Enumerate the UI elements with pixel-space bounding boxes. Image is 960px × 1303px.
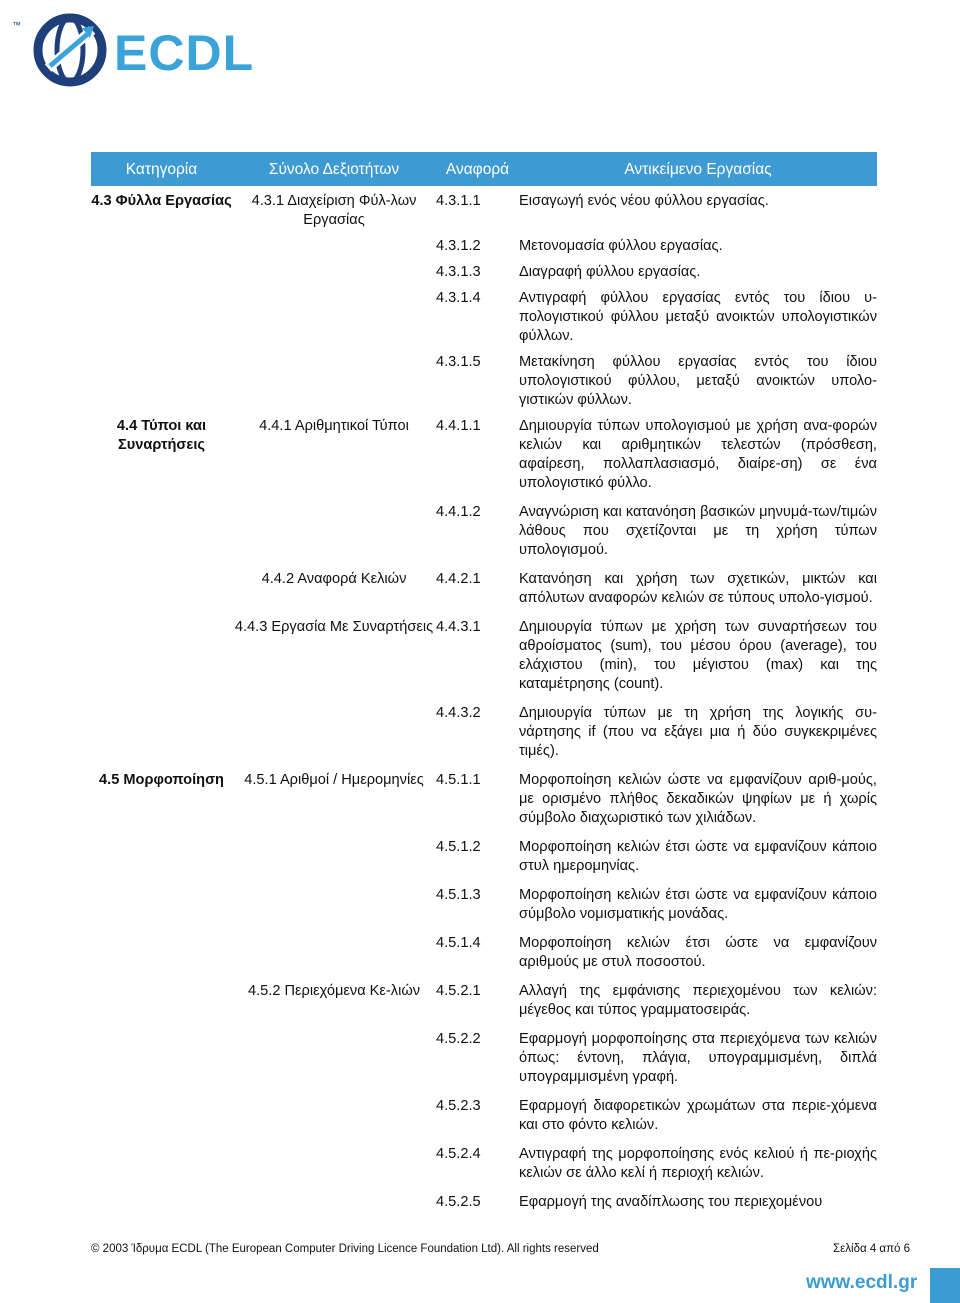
task-cell: Διαγραφή φύλλου εργασίας. bbox=[519, 264, 701, 280]
reference-cell: 4.4.3.2 bbox=[436, 705, 481, 721]
category-cell: 4.5 Μορφοποίηση bbox=[99, 772, 224, 788]
task-cell: Δημιουργία τύπων με τη χρήση της λογικής συ-νάρτησης if (που να εξάγει μια ή δύο συγκεκριμένες τιμές). bbox=[519, 705, 877, 759]
website-url: www.ecdl.gr bbox=[806, 1272, 918, 1293]
category-cell bbox=[91, 694, 232, 761]
skill-set-cell: 4.4.1 Αριθμητικοί Τύποι bbox=[259, 418, 409, 434]
skill-set-cell bbox=[232, 876, 436, 924]
reference-cell: 4.4.1.2 bbox=[436, 504, 481, 520]
table-row bbox=[91, 493, 877, 560]
table-row bbox=[91, 761, 877, 828]
task-cell: Μορφοποίηση κελιών έτσι ώστε να εμφανίζουν κάποιο σύμβολο νομισματικής μονάδας. bbox=[519, 887, 877, 922]
task-cell: Αντιγραφή φύλλου εργασίας εντός του ίδιου υ-πολογιστικού φύλλου μεταξύ ανοικτών υπολογιστικών φύλλων. bbox=[519, 290, 877, 344]
category-cell bbox=[91, 924, 232, 972]
category-cell: 4.4 Τύποι και Συναρτήσεις bbox=[116, 418, 207, 453]
skill-set-cell bbox=[232, 1183, 436, 1212]
ecdl-logo bbox=[10, 6, 270, 96]
category-cell bbox=[91, 1087, 232, 1135]
category-cell bbox=[91, 1183, 232, 1212]
task-cell: Εισαγωγή ενός νέου φύλλου εργασίας. bbox=[519, 193, 769, 209]
skill-set-cell: 4.4.3 Εργασία Με Συναρτήσεις bbox=[234, 619, 434, 635]
category-cell bbox=[91, 282, 232, 346]
table-row bbox=[91, 230, 877, 256]
task-cell: Μετονομασία φύλλου εργασίας. bbox=[519, 238, 723, 254]
reference-cell: 4.5.1.2 bbox=[436, 839, 481, 855]
reference-cell: 4.3.1.3 bbox=[436, 264, 481, 280]
category-cell bbox=[91, 560, 232, 608]
table-row bbox=[91, 1087, 877, 1135]
category-cell bbox=[91, 230, 232, 256]
brand-name: ECDL bbox=[114, 25, 255, 81]
skill-set-cell bbox=[232, 694, 436, 761]
task-cell: Αλλαγή της εμφάνισης περιεχομένου των κελιών: μέγεθος και τύπος γραμματοσειράς. bbox=[519, 983, 877, 1018]
table-row bbox=[91, 828, 877, 876]
task-cell: Δημιουργία τύπων με χρήση των συναρτήσεων του αθροίσματος (sum), του μέσου όρου (average), του ελάχιστου (min), του μέγιστου (max) και της καταμέτρησης (count). bbox=[519, 619, 877, 692]
table-row bbox=[91, 410, 877, 493]
trademark-mark: ™ bbox=[12, 20, 21, 30]
skill-set-cell bbox=[232, 493, 436, 560]
reference-cell: 4.4.1.1 bbox=[436, 418, 481, 434]
reference-cell: 4.5.1.1 bbox=[436, 772, 481, 788]
syllabus-table bbox=[91, 152, 877, 1212]
task-cell: Εφαρμογή της αναδίπλωσης του περιεχομένου bbox=[519, 1194, 823, 1210]
skill-set-cell bbox=[232, 230, 436, 256]
reference-cell: 4.3.1.2 bbox=[436, 238, 481, 254]
column-header-skill-set: Σύνολο Δεξιοτήτων bbox=[232, 152, 436, 186]
footer-url-banner bbox=[780, 1268, 960, 1303]
category-cell bbox=[91, 828, 232, 876]
skill-set-cell bbox=[232, 346, 436, 410]
category-cell bbox=[91, 972, 232, 1020]
table-row bbox=[91, 346, 877, 410]
column-header-task-item: Αντικείμενο Εργασίας bbox=[519, 152, 877, 186]
reference-cell: 4.4.2.1 bbox=[436, 571, 481, 587]
table-row bbox=[91, 1183, 877, 1212]
footer-copyright: © 2003 Ίδρυμα ECDL (The European Computer Driving Licence Foundation Ltd). All rights reserved bbox=[91, 1243, 599, 1255]
reference-cell: 4.5.1.4 bbox=[436, 935, 481, 951]
column-header-category: Κατηγορία bbox=[91, 152, 232, 186]
task-cell: Μορφοποίηση κελιών ώστε να εμφανίζουν αριθ-μούς, με ορισμένο πλήθος δεκαδικών ψηφίων με ή χωρίς σύμβολο διαχωριστικό των χιλιάδων. bbox=[519, 772, 877, 826]
reference-cell: 4.5.2.4 bbox=[436, 1146, 481, 1162]
task-cell: Αντιγραφή της μορφοποίησης ενός κελιού ή πε-ριοχής κελιών σε άλλο κελί ή περιοχή κελιών. bbox=[519, 1146, 877, 1181]
task-cell: Αναγνώριση και κατανόηση βασικών μηνυμά-των/τιμών λάθους που σχετίζονται με τη χρήση τύπων υπολογισμού. bbox=[519, 504, 877, 558]
table-row bbox=[91, 924, 877, 972]
reference-cell: 4.4.3.1 bbox=[436, 619, 481, 635]
skill-set-cell bbox=[232, 256, 436, 282]
skill-set-cell bbox=[232, 828, 436, 876]
table-row bbox=[91, 876, 877, 924]
task-cell: Κατανόηση και χρήση των σχετικών, μικτών και απόλυτων αναφορών κελιών σε τύπους υπολο-γισμού. bbox=[519, 571, 877, 606]
reference-cell: 4.5.2.2 bbox=[436, 1031, 481, 1047]
table-row bbox=[91, 282, 877, 346]
skill-set-cell bbox=[232, 924, 436, 972]
category-cell bbox=[91, 1020, 232, 1087]
reference-cell: 4.5.2.5 bbox=[436, 1194, 481, 1210]
skill-set-cell bbox=[232, 1135, 436, 1183]
table-row bbox=[91, 1020, 877, 1087]
table-header-row bbox=[91, 152, 877, 186]
table-row bbox=[91, 972, 877, 1020]
category-cell bbox=[91, 608, 232, 694]
task-cell: Μετακίνηση φύλλου εργασίας εντός του ίδιου υπολογιστικού φύλλου, μεταξύ ανοικτών υπολο-γιστικών φύλλων. bbox=[519, 354, 877, 408]
reference-cell: 4.5.2.1 bbox=[436, 983, 481, 999]
skill-set-cell: 4.5.1 Αριθμοί / Ημερομηνίες bbox=[244, 772, 424, 788]
footer-page-number: Σελίδα 4 από 6 bbox=[833, 1243, 910, 1255]
reference-cell: 4.5.1.3 bbox=[436, 887, 481, 903]
reference-cell: 4.3.1.1 bbox=[436, 193, 481, 209]
skill-set-cell bbox=[232, 282, 436, 346]
table-row bbox=[91, 560, 877, 608]
table-row bbox=[91, 694, 877, 761]
reference-cell: 4.3.1.4 bbox=[436, 290, 481, 306]
skill-set-cell bbox=[232, 1087, 436, 1135]
table-row bbox=[91, 1135, 877, 1183]
table-row bbox=[91, 256, 877, 282]
table-row bbox=[91, 608, 877, 694]
reference-cell: 4.5.2.3 bbox=[436, 1098, 481, 1114]
task-cell: Δημιουργία τύπων υπολογισμού με χρήση ανα-φορών κελιών και αριθμητικών τελεστών (πρόσθεση, αφαίρεση, πολλαπλασιασμό, διαίρε-ση) σε ένα υπολογιστικό φύλλο. bbox=[519, 418, 877, 491]
table-row bbox=[91, 186, 877, 230]
category-cell: 4.3 Φύλλα Εργασίας bbox=[91, 193, 232, 209]
task-cell: Μορφοποίηση κελιών έτσι ώστε να εμφανίζουν αριθμούς με στυλ ποσοστού. bbox=[519, 935, 877, 970]
reference-cell: 4.3.1.5 bbox=[436, 354, 481, 370]
skill-set-cell: 4.4.2 Αναφορά Κελιών bbox=[261, 571, 407, 587]
skill-set-cell: 4.3.1 Διαχείριση Φύλ-λων Εργασίας bbox=[251, 193, 417, 228]
category-cell bbox=[91, 346, 232, 410]
globe-icon bbox=[30, 10, 110, 90]
task-cell: Μορφοποίηση κελιών έτσι ώστε να εμφανίζουν κάποιο στυλ ημερομηνίας. bbox=[519, 839, 877, 874]
category-cell bbox=[91, 256, 232, 282]
category-cell bbox=[91, 1135, 232, 1183]
task-cell: Εφαρμογή διαφορετικών χρωμάτων στα περιε-χόμενα και στο φόντο κελιών. bbox=[519, 1098, 877, 1133]
skill-set-cell bbox=[232, 1020, 436, 1087]
accent-block bbox=[930, 1268, 960, 1303]
category-cell bbox=[91, 876, 232, 924]
category-cell bbox=[91, 493, 232, 560]
task-cell: Εφαρμογή μορφοποίησης στα περιεχόμενα των κελιών όπως: έντονη, πλάγια, υπογραμμισμένη, διπλά υπογραμμισμένη γραφή. bbox=[519, 1031, 877, 1085]
column-header-reference: Αναφορά bbox=[436, 152, 519, 186]
skill-set-cell: 4.5.2 Περιεχόμενα Κε-λιών bbox=[247, 983, 421, 999]
